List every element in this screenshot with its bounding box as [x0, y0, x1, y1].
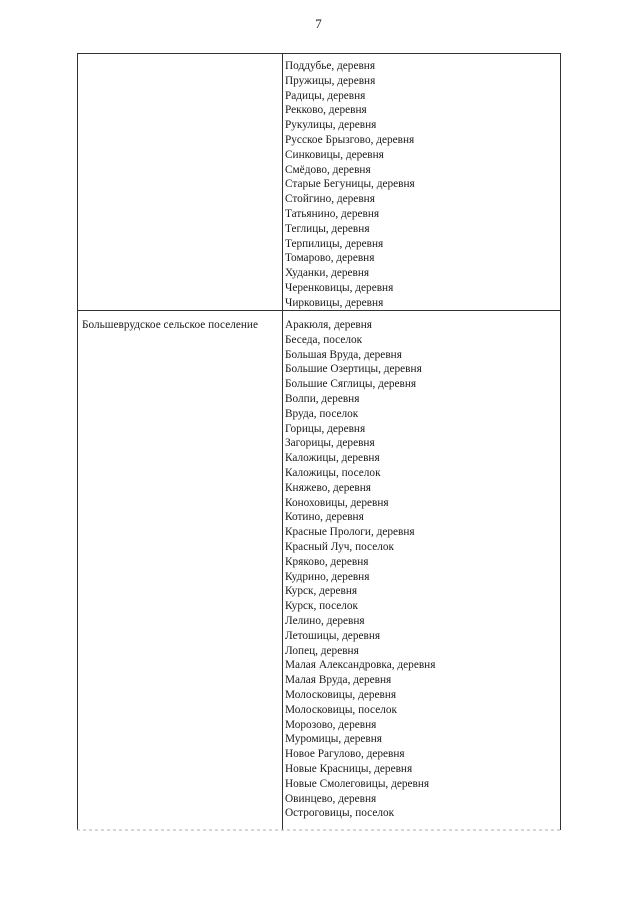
list-item: Пружицы, деревня [285, 74, 376, 87]
list-item: Курск, деревня [285, 585, 358, 598]
list-item: Коноховицы, деревня [285, 496, 389, 509]
row2-settlement-cell [82, 318, 277, 333]
list-item: Поддубье, деревня [285, 60, 376, 72]
list-item: Терпилицы, деревня [285, 237, 384, 250]
table-left-border [77, 53, 78, 830]
list-item: Худанки, деревня [285, 267, 370, 280]
list-item: Лелино, деревня [285, 614, 365, 627]
list-item: Смёдово, деревня [285, 163, 371, 176]
page-number: 7 [315, 16, 322, 31]
list-item: Каложицы, деревня [285, 452, 380, 465]
list-item: Беседа, поселок [285, 333, 363, 346]
list-item: Морозово, деревня [285, 718, 377, 731]
list-item: Малая Александровка, деревня [285, 659, 436, 672]
list-item: Чирковицы, деревня [285, 296, 384, 309]
list-item: Русское Брызгово, деревня [285, 133, 415, 146]
table-right-border [560, 53, 561, 830]
list-item: Рукулицы, деревня [285, 119, 377, 132]
list-item: Остроговицы, поселок [285, 807, 395, 820]
column-divider [282, 53, 283, 830]
list-item: Каложицы, поселок [285, 466, 381, 479]
locality-list [285, 318, 435, 821]
list-item: Котино, деревня [285, 511, 364, 524]
list-item: Лопец, деревня [285, 644, 359, 657]
list-item: Кряково, деревня [285, 555, 369, 568]
list-item: Новое Рагулово, деревня [285, 748, 405, 761]
list-item: Красные Прологи, деревня [285, 526, 415, 539]
list-item: Летошицы, деревня [285, 629, 381, 642]
list-item: Большие Озертицы, деревня [285, 363, 422, 376]
page-bottom-edge [77, 829, 561, 831]
list-item: Новые Красницы, деревня [285, 762, 413, 775]
list-item: Курск, поселок [285, 600, 359, 613]
list-item: Томарово, деревня [285, 252, 375, 265]
list-item: Молосковицы, деревня [285, 688, 397, 701]
list-item: Синковицы, деревня [285, 148, 384, 161]
list-item: Старые Бегуницы, деревня [285, 178, 415, 191]
list-item: Волпи, деревня [285, 392, 360, 405]
settlements-table [77, 53, 561, 830]
settlement-name: Большеврудское сельское поселение [82, 319, 258, 331]
list-item: Радицы, деревня [285, 89, 366, 102]
list-item: Малая Вруда, деревня [285, 674, 392, 687]
row1-localities-cell [285, 59, 415, 311]
list-item: Стойгино, деревня [285, 193, 375, 206]
row2-localities-cell [285, 318, 435, 821]
list-item: Новые Смолеговицы, деревня [285, 777, 430, 790]
list-item: Рекково, деревня [285, 104, 367, 117]
list-item: Теглицы, деревня [285, 222, 370, 235]
list-item: Большая Вруда, деревня [285, 348, 402, 361]
list-item: Молосковицы, поселок [285, 703, 397, 716]
list-item: Горицы, деревня [285, 422, 366, 435]
list-item: Черенковицы, деревня [285, 281, 394, 294]
list-item: Овинцево, деревня [285, 792, 377, 805]
list-item: Вруда, поселок [285, 407, 359, 420]
list-item: Княжево, деревня [285, 481, 372, 494]
list-item: Муромицы, деревня [285, 733, 382, 746]
list-item: Большие Сяглицы, деревня [285, 378, 417, 391]
list-item: Красный Луч, поселок [285, 540, 394, 553]
list-item: Кудрино, деревня [285, 570, 370, 583]
list-item: Загорицы, деревня [285, 437, 375, 450]
list-item: Татьянино, деревня [285, 207, 380, 220]
table-top-border [77, 53, 561, 54]
locality-list [285, 59, 415, 311]
list-item: Аракюля, деревня [285, 319, 372, 331]
